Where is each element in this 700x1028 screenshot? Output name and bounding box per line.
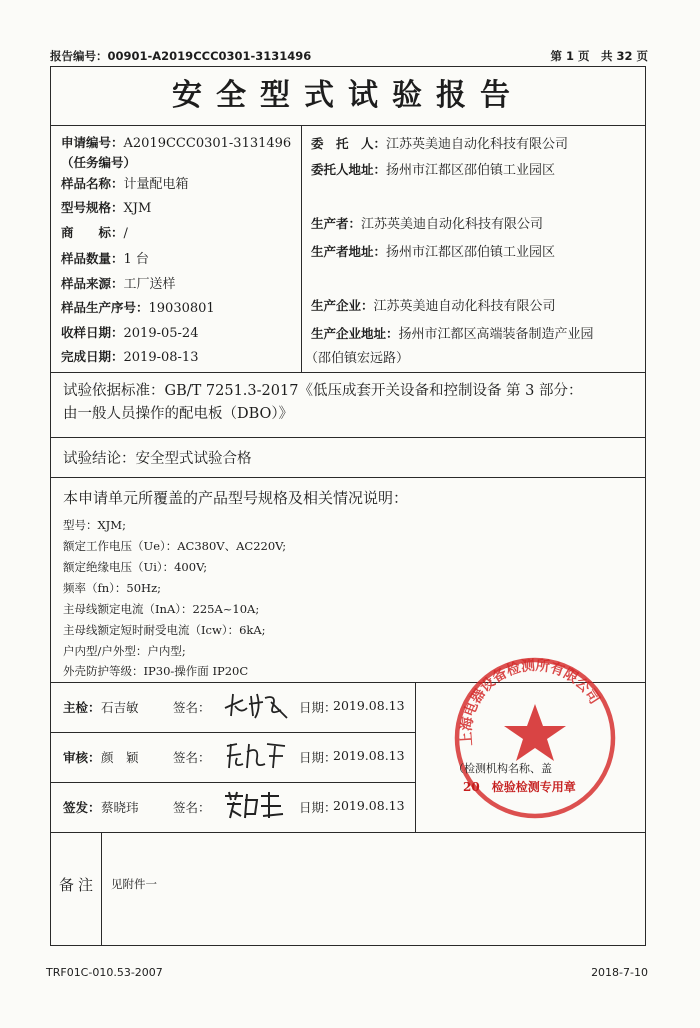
received-date: 收样日期：2019-05-24 [61,325,199,341]
application-no: 申请编号：A2019CCC0301-3131496 [61,135,292,151]
report-title: 安全型式试验报告 [51,67,645,126]
spec-short-time-current: 主母线额定短时耐受电流（Icw）：6kA; [63,623,266,637]
sample-info-left [51,125,302,372]
page-count: 第 1 页 共 32 页 [550,49,648,63]
spec-model: 型号：XJM; [63,518,126,532]
handwritten-signature [221,738,291,772]
seal-note: （检测机构名称、盖 [453,762,552,775]
page-footer [46,966,648,986]
manufacturer-address: 生产企业地址：扬州市江都区高端装备制造产业园 [311,326,594,342]
remark-text: 见附件一 [111,877,157,891]
test-conclusion: 试验结论：安全型式试验合格 [63,451,252,467]
page-header [50,44,648,66]
producer-address: 生产者地址：扬州市江都区邵伯镇工业园区 [311,244,556,260]
task-no-label: （任务编号） [61,155,137,170]
signature-row-reviewer: 审核： 颜 颖 签名： 日期： 2019.08.13 [51,732,415,783]
official-seal-stamp [451,654,619,822]
trademark: 商 标：/ [61,225,128,241]
test-basis-text: 试验依据标准：GB/T 7251.3-2017《低压成套开关设备和控制设备 第 3 部分： 由一般人员操作的配电板（DBO）》 [63,383,583,422]
spec-installation-type: 户内型/户外型：户内型; [63,644,186,658]
form-date: 2018-7-10 [591,966,648,979]
spec-rated-voltage: 额定工作电压（Ue）：AC380V、AC220V; [63,539,287,553]
handwritten-signature [221,788,291,822]
spec-busbar-current: 主母线额定电流（InA）：225A~10A; [63,602,260,616]
signature-row-inspector: 主检： 石吉敏 签名： 日期： 2019.08.13 [51,682,415,733]
scope-section [51,477,645,683]
seal-subtitle: 20 检验检测专用章 [463,780,576,794]
client: 委 托 人：江苏英美迪自动化科技有限公司 [311,136,569,152]
scope-heading: 本申请单元所覆盖的产品型号规格及相关情况说明： [63,489,409,507]
spec-frequency: 频率（fn）：50Hz; [63,581,162,595]
completed-date: 完成日期：2019-08-13 [61,349,199,365]
manufacturer: 生产企业：江苏英美迪自动化科技有限公司 [311,298,556,314]
sample-serial: 样品生产序号：19030801 [61,300,215,316]
signature-row-approver: 签发： 蔡晓玮 签名： 日期： 2019.08.13 [51,782,415,832]
model-spec: 型号规格：XJM [61,200,152,216]
remark-label-cell [51,832,102,945]
report-frame [50,66,646,946]
handwritten-signature [221,688,291,722]
producer: 生产者：江苏英美迪自动化科技有限公司 [311,216,544,232]
sample-quantity: 样品数量：1 台 [61,251,149,267]
remark-label: 备注 [59,876,98,894]
test-basis-section [51,372,645,438]
remark-section [51,832,645,945]
spec-ip-rating: 外壳防护等级：IP30-操作面 IP20C [63,664,249,678]
report-number: 报告编号：00901-A2019CCC0301-3131496 [50,49,312,63]
spec-insulation-voltage: 额定绝缘电压（Ui）：400V; [63,560,208,574]
form-number: TRF01C-010.53-2007 [46,966,163,979]
seal-area [415,657,645,832]
client-info-right [301,125,645,372]
test-conclusion-section [51,437,645,478]
sample-info-section [51,125,645,373]
svg-text:上海电器设备检测所有限公司: 上海电器设备检测所有限公司 [458,657,603,747]
manufacturer-address-cont: （邵伯镇宏远路） [305,351,410,366]
signature-rows [51,682,416,832]
sample-source: 样品来源：工厂送样 [61,276,176,292]
client-address: 委托人地址：扬州市江都区邵伯镇工业园区 [311,162,556,178]
sample-name: 样品名称：计量配电箱 [61,176,189,192]
